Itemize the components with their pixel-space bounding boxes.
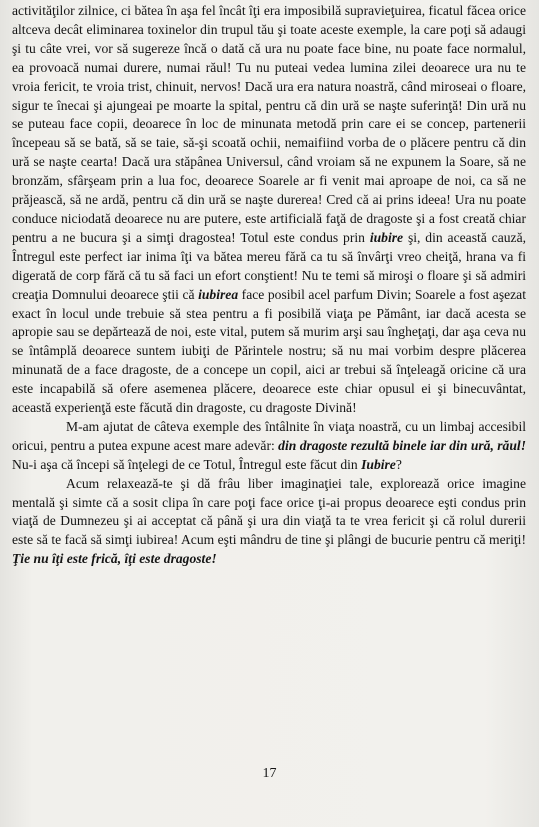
paragraph-1 (12, 2, 526, 418)
paragraph-2 (12, 418, 526, 475)
text-run: activităţilor zilnice, ci bătea în aşa fel încât îţi era imposibilă supravieţuirea, ficatul făcea orice altceva decât eliminarea toxinelor din trupul tău şi toate aceste exemple, la care poţi să adaugi şi tu câte vrei, vor să sugereze încă o dată că ura nu poate face bine, nu poate face normalul, ea provoacă numai durere, numai răul! Tu nu puteai vedea lumina zilei deoarece ura nu te vroia fericit, te vroia trist, chinuit, nervos! Dacă ura era natura noastră, când miroseai o floare, sigur te înecai şi ajungeai pe moarte la spital, pentru că din ură se naşte suferinţă! Din ură nu se puteau face copii, deoarece în loc de minunata metodă prin care ei se concep, partenerii începeau să se bată, să se taie, să-şi scoată ochii, nemaifiind vorba de o plăcere pentru că din ură se naşte cearta! Dacă ura stăpânea Universul, când vroiam să ne expunem la Soare, să ne bronzăm, sfârşeam prin a lua foc, deoarece Soarele ar fi venit mai aproape de noi, ca să ne prăjească, să ne ardă, pentru că din ură se naşte durerea! Cred că ai prins ideea! Ura nu poate conduce niciodată deoarece nu are putere, este artificială faţă de dragoste şi a fost creată chiar pentru a ne bucura şi a simţi dragostea! Totul este condus prin (12, 3, 526, 245)
body-text (12, 2, 526, 569)
text-run: face posibil acel parfum Divin; Soarele a fost aşezat exact în locul unde trebuie să stea pentru a fi posibilă viaţa pe Pământ, iar dacă acesta se apropie sau se depărtează de noi, este vital, putem să murim arşi sau îngheţaţi, dar aşa ceva nu se întâmplă deoarece suntem iubiţi de Părintele nostru; să nu mai vorbim despre plăcerea minunată de a face dragoste, de a concepe un copil, aici ar trebui să înţeleagă oricine că ura este incapabilă să ofere asemenea plăcere, deoarece este chiar opusul ei şi binecuvântat, această experienţă este făcută din dragoste, cu dragoste Divină! (12, 286, 526, 416)
text-run: Nu-i aşa că începi să înţelegi de ce Totul, Întregul este făcut din (12, 456, 362, 472)
emphasis-text: Iubire (361, 456, 396, 472)
text-run: ? (395, 456, 402, 472)
page-number: 17 (262, 766, 277, 781)
emphasis-text: iubire (369, 229, 404, 245)
emphasis-text: iubirea (198, 286, 239, 302)
emphasis-text: din dragoste rezultă binele iar din ură, răul! (278, 437, 526, 453)
paragraph-3 (12, 475, 526, 570)
text-run: şi, din această cauză, Întregul este perfect iar inima îţi va bătea mereu fără ca tu să învârţi vreo cheiţă, hrana va fi digerată de corp fără că tu să faci un efort conştient! Nu te temi să miroşi o floare şi să admiri creaţia Domnului deoarece ştii că (12, 229, 526, 302)
text-run: M-am ajutat de câteva exemple des întâlnite în viaţa noastră, cu un limbaj accesibil oricui, pentru a putea expune acest mare adevăr: (12, 418, 526, 453)
emphasis-text: Ţie nu îţi este frică, îţi este dragoste! (12, 551, 217, 567)
text-run: Acum relaxează-te şi dă frâu liber imaginaţiei tale, explorează orice imagine mentală şi simte că a sosit clipa în care poţi face orice ţi-ai propus deoarece eşti condus prin viaţă de Dumnezeu şi ai acceptat că până şi ura din viaţă ta te vrea fericit şi că rolul durerii este să te facă să simţi iubirea! Acum eşti mândru de tine şi plângi de bucurie pentru că meriţi! (12, 475, 526, 548)
